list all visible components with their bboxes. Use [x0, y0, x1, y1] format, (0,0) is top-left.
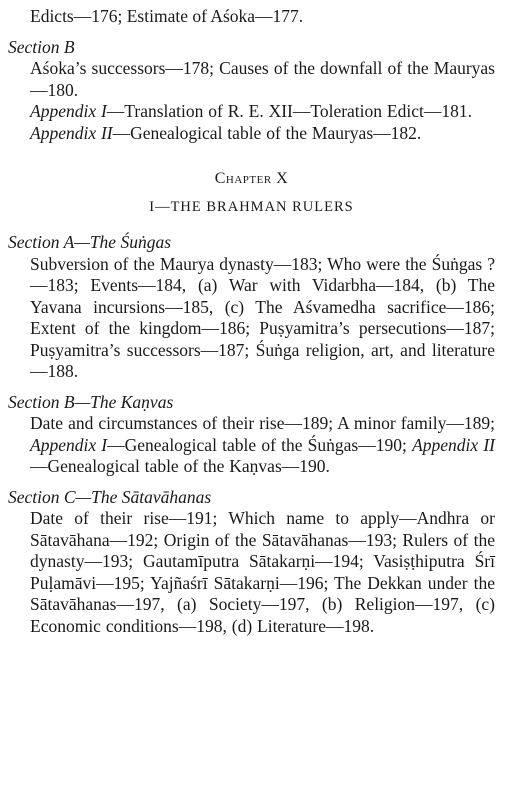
section-a-heading: Section A—The Śuṅgas: [8, 232, 172, 252]
section-b-paragraph: [8, 413, 495, 478]
appendix-text: —Genealogical table of the Mauryas—182.: [112, 122, 422, 143]
section-b-prev-paragraph-1: Aśoka’s successors—178; Causes of the downfall of the Mauryas—180.: [30, 58, 495, 100]
appendix-label: Appendix II: [412, 434, 496, 455]
section-b-heading-prev: Section B: [8, 36, 75, 57]
section-b-text-3: —Genealogical table of the Kaṇvas—190.: [30, 456, 330, 476]
section-a-paragraph: Subversion of the Maurya dynasty—183; Who were the Śuṅgas ?—183; Events—184, (a) War with Vidarbha—184, (b) The Yavana incursions—185, (c) The Aśvamedha sacrifice—186; Extent of the kingdom—186; Puṣyamitra’s persecutions—187; Puṣyamitra’s successors—187; Śuṅga religion, art, and literature—188.: [30, 253, 495, 381]
section-c-paragraph: Date of their rise—191; Which name to apply—Andhra or Sātavāhana—192; Origin of the Sātavāhanas—193; Rulers of the dynasty—193; Gautamīputra Sātakarṇi—194; Vasiṣṭhiputra Śrī Puḷamāvi—195; Yajñaśrī Sātakarṇi—196; The Dekkan under the Sātavāhanas—197, (a) Society—197, (b) Religion—197, (c) Economic conditions—198, (d) Literature—198.: [30, 508, 495, 636]
section-b-text-1: Date and circumstances of their rise—189; A minor family—189;: [30, 413, 495, 433]
appendix-label: Appendix II: [30, 122, 113, 143]
appendix-text: —Translation of R. E. XII—Toleration Edict—181.: [106, 101, 472, 121]
appendix-label: Appendix I: [30, 434, 108, 455]
appendix-label: Appendix I: [30, 101, 107, 121]
chapter-title: Chapter X: [214, 170, 289, 187]
section-c-heading: Section C—The Sātavāhanas: [8, 486, 212, 507]
chapter-subtitle: I—THE BRAHMAN RULERS: [149, 199, 354, 215]
continuation-line: Edicts—176; Estimate of Aśoka—177.: [30, 6, 304, 26]
section-b-heading: Section B—The Kaṇvas: [8, 391, 174, 412]
section-b-prev-paragraph-2: [8, 101, 495, 123]
section-b-text-2: —Genealogical table of the Śuṅgas—190;: [107, 434, 413, 455]
section-b-prev-paragraph-3: [8, 123, 495, 145]
